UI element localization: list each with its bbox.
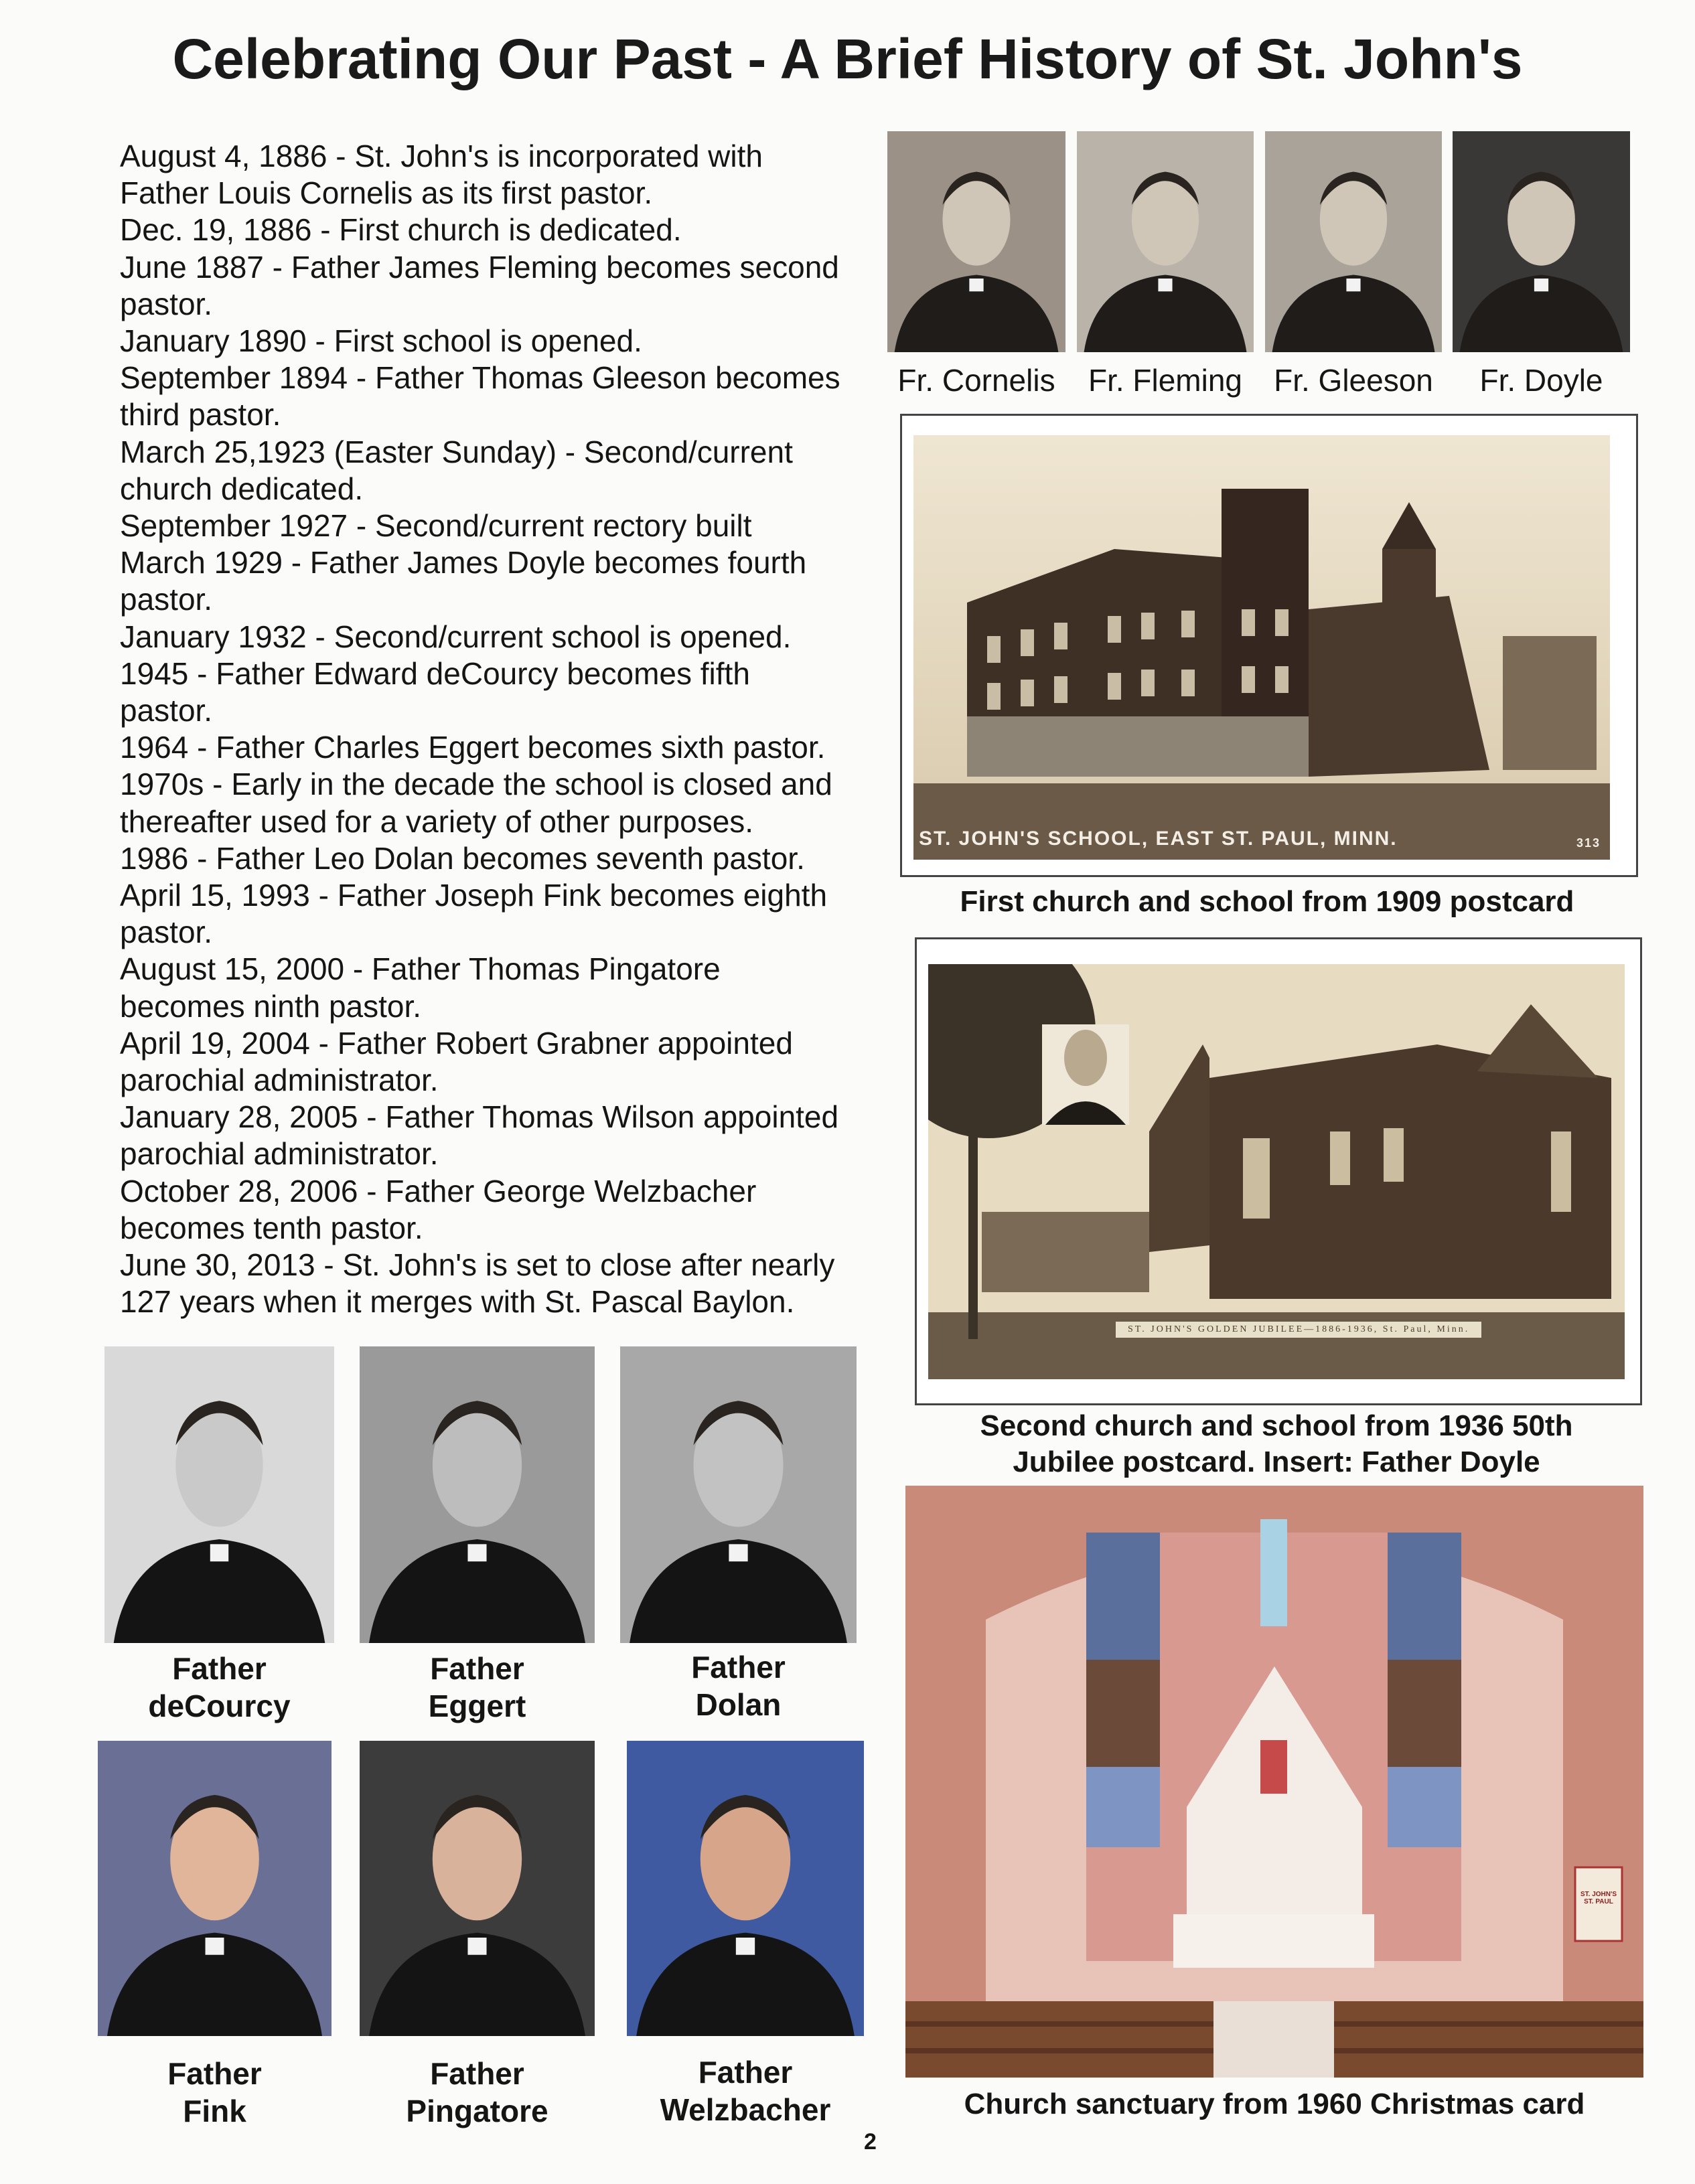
timeline-entry-line: church dedicated. [120,471,364,506]
later-pastor-caption: Father [430,2056,524,2091]
later-pastor-caption: Father [698,2055,793,2090]
sanctuary-banner: ST. JOHN'S ST. PAUL [1580,1891,1617,1905]
timeline-entry [120,1173,890,1247]
timeline-entry [120,766,890,840]
timeline-entry-line: September 1894 - Father Thomas Gleeson becomes [120,360,840,396]
postcard-1936-caption-line-1: Second church and school from 1936 50th [980,1409,1573,1442]
portrait-early-pastor [1453,131,1630,352]
timeline-entry-line: June 30, 2013 - St. John's is set to close after nearly [120,1247,835,1283]
timeline-entry-line: Dec. 19, 1886 - First church is dedicated. [120,212,682,248]
postcard-1909-imprint: ST. JOHN'S SCHOOL, EAST ST. PAUL, MINN. [919,828,1398,850]
later-pastor-caption: Father [691,1650,786,1685]
sanctuary-caption: Church sanctuary from 1960 Christmas card [964,2088,1585,2120]
postcard-1909-image [913,435,1610,860]
timeline-entry [120,877,890,951]
early-pastor-caption: Fr. Gleeson [1274,363,1433,398]
timeline-entry-line: parochial administrator. [120,1063,439,1098]
timeline-entry-line: March 25,1923 (Easter Sunday) - Second/current [120,434,793,469]
timeline-entry-line: Father Louis Cornelis as its first pastor. [120,175,653,211]
timeline-entry-line: third pastor. [120,397,281,433]
timeline-entry-line: pastor. [120,915,213,950]
timeline-entry [120,729,890,766]
timeline-entry-line: 1964 - Father Charles Eggert becomes sixth pastor. [120,730,826,765]
timeline-entry-line: June 1887 - Father James Fleming becomes second [120,249,839,285]
early-pastor-caption: Fr. Cornelis [897,363,1055,398]
timeline-entry-line: pastor. [120,693,213,728]
later-pastor-caption: Pingatore [406,2094,548,2128]
timeline-entry [120,655,890,729]
early-pastor-caption: Fr. Fleming [1088,363,1243,398]
timeline-entry-line: October 28, 2006 - Father George Welzbacher [120,1173,757,1208]
later-pastor-caption: Welzbacher [660,2092,831,2127]
postcard-1936-caption-line-2: Jubilee postcard. Insert: Father Doyle [1013,1446,1540,1478]
page-number: 2 [864,2129,877,2155]
timeline-entry [120,1247,890,1320]
portrait-early-pastor [1077,131,1254,352]
timeline-entry-line: becomes tenth pastor. [120,1210,423,1245]
timeline-entry-line: parochial administrator. [120,1136,439,1172]
portrait-later-pastor [620,1346,857,1643]
portrait-later-pastor [360,1346,595,1643]
timeline-entry-line: April 19, 2004 - Father Robert Grabner appointed [120,1025,793,1061]
timeline-entry-line: 1986 - Father Leo Dolan becomes seventh pastor. [120,840,805,876]
timeline-entry-line: March 1929 - Father James Doyle becomes fourth [120,545,807,580]
timeline-entry-line: becomes ninth pastor. [120,988,422,1024]
timeline-entry-line: August 15, 2000 - Father Thomas Pingatore [120,951,721,987]
timeline-entry-line: thereafter used for a variety of other purposes. [120,803,754,839]
timeline-entry-line: pastor. [120,582,213,617]
later-pastor-caption: Fink [183,2094,246,2128]
timeline-entry-line: 1970s - Early in the decade the school is closed and [120,767,832,802]
portrait-later-pastor [98,1741,331,2036]
postcard-1909-caption: First church and school from 1909 postcard [960,885,1574,918]
timeline-entry [120,544,890,618]
timeline-entry [120,323,890,360]
sanctuary-image [905,1486,1643,2078]
timeline-entry-line: 127 years when it merges with St. Pascal Baylon. [120,1284,795,1320]
early-pastor-caption: Fr. Doyle [1479,363,1603,398]
later-pastor-caption: deCourcy [148,1689,291,1723]
timeline-entry [120,840,890,877]
timeline-entry-line: April 15, 1993 - Father Joseph Fink becomes eighth [120,878,828,913]
timeline-entry [120,360,890,433]
later-pastor-caption: Father [172,1651,267,1686]
timeline-entry-line: January 28, 2005 - Father Thomas Wilson appointed [120,1099,839,1135]
timeline-entry-line: 1945 - Father Edward deCourcy becomes fifth [120,655,750,691]
timeline-entry [120,508,890,544]
portrait-early-pastor [1265,131,1442,352]
timeline-entry [120,434,890,508]
portrait-later-pastor [104,1346,334,1643]
portrait-early-pastor [887,131,1065,352]
timeline-entry-line: September 1927 - Second/current rectory built [120,508,752,544]
postcard-1936-imprint: ST. JOHN'S GOLDEN JUBILEE—1886-1936, St. Paul, Minn. [1116,1322,1481,1338]
timeline-entry [120,138,890,212]
later-pastor-caption: Dolan [695,1687,782,1722]
later-pastor-caption: Father [430,1651,524,1686]
portrait-later-pastor [627,1741,864,2036]
history-timeline [120,138,890,1321]
timeline-entry-line: pastor. [120,286,213,321]
later-pastor-caption: Father [167,2056,262,2091]
timeline-entry [120,951,890,1024]
timeline-entry [120,619,890,655]
postcard-1909-number: 313 [1576,836,1601,850]
timeline-entry-line: January 1890 - First school is opened. [120,323,642,359]
timeline-entry-line: January 1932 - Second/current school is opened. [120,619,792,654]
timeline-entry [120,212,890,248]
timeline-entry [120,249,890,323]
timeline-entry [120,1099,890,1172]
timeline-entry [120,1025,890,1099]
portrait-later-pastor [360,1741,595,2036]
page-title: Celebrating Our Past - A Brief History of St. John's [172,27,1523,90]
postcard-1936-image [928,964,1625,1379]
later-pastor-caption: Eggert [428,1689,526,1723]
timeline-entry-line: August 4, 1886 - St. John's is incorporated with [120,139,763,173]
